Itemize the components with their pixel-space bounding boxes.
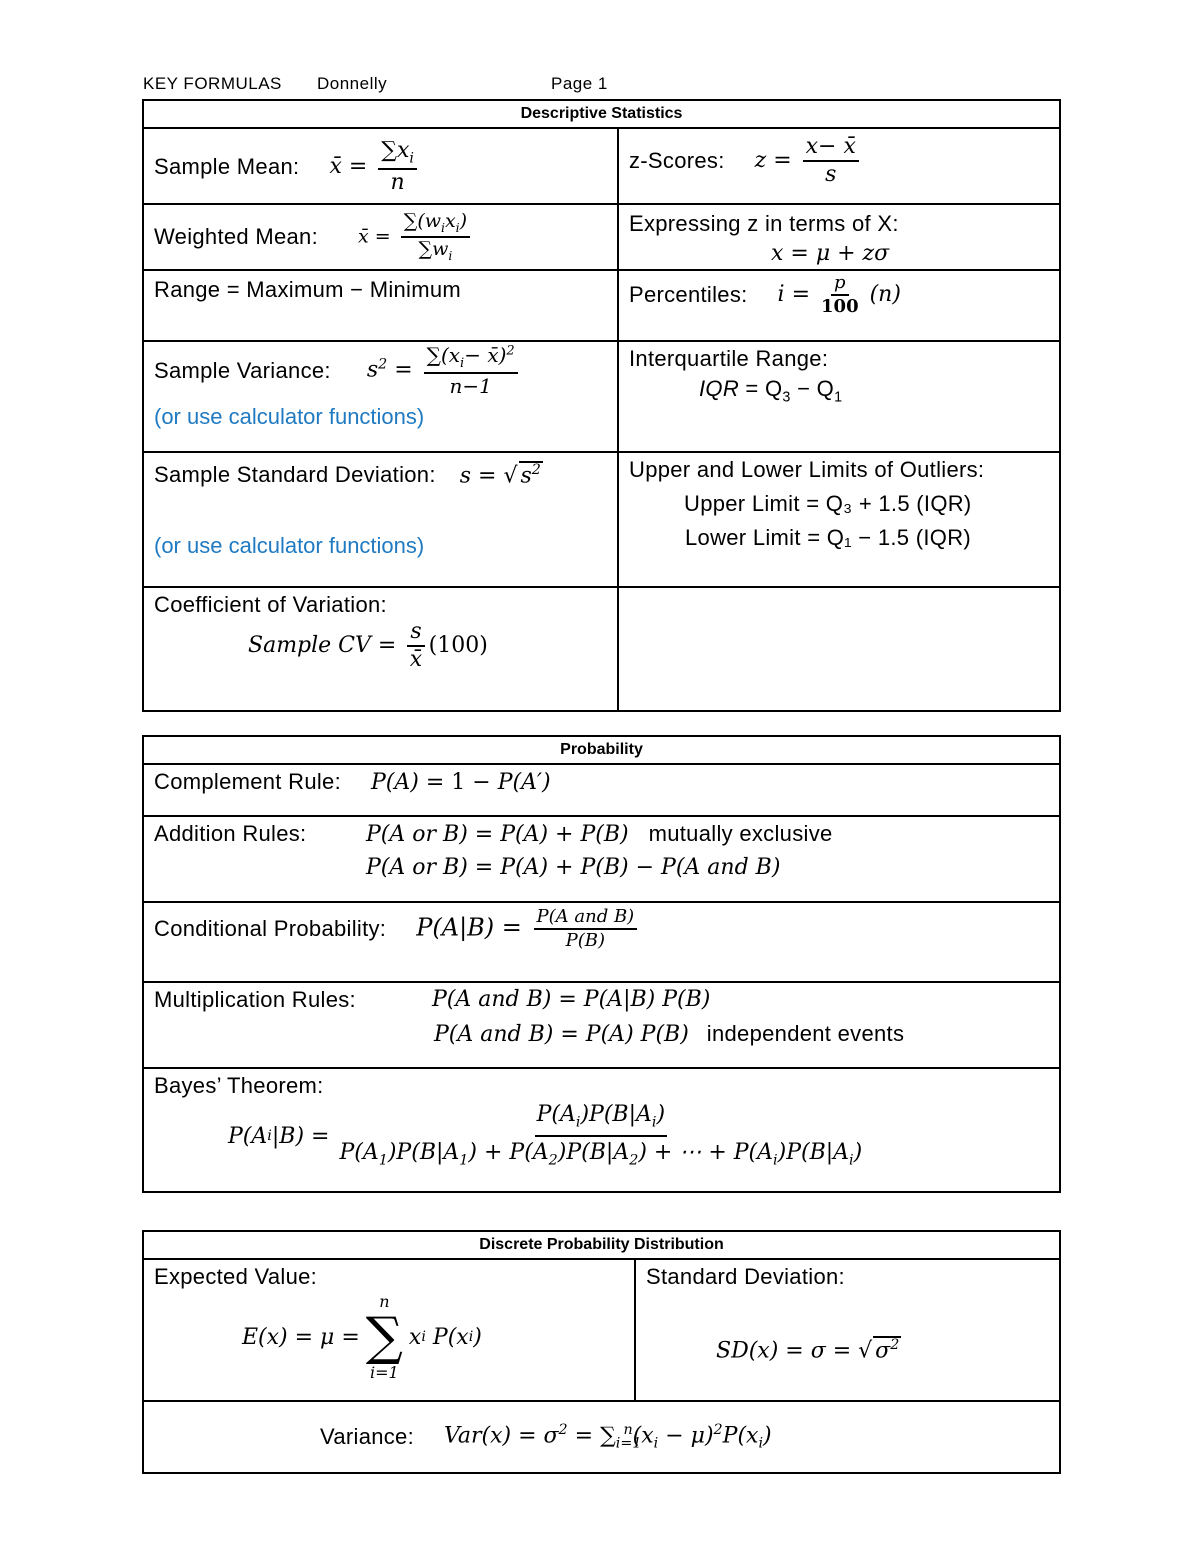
standard-deviation-formula: SD(x) = σ = √ $\sigma^2$ (716, 1337, 900, 1364)
iqr-formula: IQR = $Q_3 - Q_1$ (699, 376, 843, 406)
bayes-cell (143, 1068, 1060, 1192)
mutually-exclusive-note: mutually exclusive (648, 821, 833, 846)
addition-formula-2: P(A or B) = P(A) + P(B) − P(A and B) (366, 855, 781, 880)
zscores-cell (618, 128, 1060, 204)
sample-sd-cell (143, 452, 618, 587)
sample-variance-label: Sample Variance: (154, 357, 331, 383)
complement-cell (143, 764, 1060, 816)
bayes-formula: P(A i |B) = $\frac{P(A_i)P(B|A_i)}{P(A_1)P(B|A_1) + P(A_2)P(B|A_2) + \cdots + P(A_i)P(B|A_i)}$ (228, 1102, 863, 1169)
multiplication-cell (143, 982, 1060, 1068)
variance-formula: $Var(x) = \sigma^2 = \sum_{i=1}^n(x_i - \mu)^2P(x_i)$ (444, 1422, 772, 1452)
expected-value-cell (143, 1259, 635, 1401)
iqr-label: Interquartile Range: (629, 346, 829, 371)
percentiles-formula: i = $\frac{p}{100}$ (n) (777, 272, 901, 317)
sample-variance-cell (143, 341, 618, 452)
addition-cell (143, 816, 1060, 902)
probability-title: Probability (143, 736, 1060, 764)
percentiles-cell (618, 270, 1060, 341)
upper-limit: Upper Limit = Q₃ + 1.5 (IQR) (684, 491, 972, 516)
lower-limit: Lower Limit = Q₁ − 1.5 (IQR) (685, 525, 972, 550)
header-author: Donnelly (317, 74, 388, 93)
expected-value-label: Expected Value: (154, 1264, 318, 1289)
conditional-label: Conditional Probability: (154, 915, 387, 941)
bayes-label: Bayes’ Theorem: (154, 1073, 324, 1098)
header-title: KEY FORMULAS (143, 74, 282, 93)
expressing-z-cell (618, 204, 1060, 270)
expressing-z-label: Expressing z in terms of X: (629, 211, 899, 236)
sample-sd-formula: s = √ $s^2$ (459, 462, 541, 489)
header-page: Page 1 (551, 74, 608, 93)
iqr-cell (618, 341, 1060, 452)
variance-calc-note: (or use calculator functions) (154, 404, 425, 429)
percentiles-label: Percentiles: (629, 281, 748, 307)
zscores-label: z-Scores: (629, 148, 725, 174)
variance-label: Variance: (320, 1423, 415, 1449)
expected-value-formula: E(x) = μ = n ∑ i=1 x i P(x i ) (242, 1292, 482, 1382)
cv-label: Coefficient of Variation: (154, 592, 387, 617)
expressing-z-formula: x = μ + zσ (771, 241, 890, 266)
standard-deviation-label: Standard Deviation: (646, 1264, 845, 1289)
multiplication-label: Multiplication Rules: (154, 987, 356, 1012)
sample-sd-label: Sample Standard Deviation: (154, 461, 436, 487)
sample-mean-cell (143, 128, 618, 204)
multiplication-formula-1: P(A and B) = P(A|B) P(B) (432, 987, 711, 1012)
zscore-formula: z = $\frac{x- x̄}{s}$ (755, 135, 863, 187)
multiplication-formula-2: P(A and B) = P(A) P(B) (434, 1021, 689, 1047)
outliers-cell (618, 452, 1060, 587)
cv-cell (143, 587, 618, 711)
range-text: Range = Maximum − Minimum (154, 277, 462, 302)
conditional-formula: P(A|B) = $\frac{\text{P(A and B)}}{P(B)}$ (416, 907, 641, 951)
addition-formula-1: P(A or B) = P(A) + P(B) (366, 821, 629, 847)
outliers-label: Upper and Lower Limits of Outliers: (629, 457, 985, 482)
addition-label: Addition Rules: (154, 821, 307, 846)
sample-mean-label: Sample Mean: (154, 154, 300, 180)
sample-mean-formula: x̄ = $\frac{\sum x_i}{n}$ (329, 139, 421, 195)
cv-formula: Sample CV = $\frac{s}{x̄}$ (100) (248, 619, 488, 673)
probability-table (142, 735, 1061, 1193)
variance-cell (143, 1401, 1060, 1473)
sample-variance-formula: $s^2$ = $\frac{\sum(x_i- x̄)^2}{n-1}$ (367, 344, 522, 397)
weighted-mean-formula: x̄ = $\frac{\sum(w_ix_i)}{\sum w_i}$ (358, 211, 474, 264)
weighted-mean-label: Weighted Mean: (154, 224, 319, 250)
weighted-mean-cell (143, 204, 618, 270)
empty-cell (618, 587, 1060, 711)
complement-label: Complement Rule: (154, 769, 341, 794)
range-cell (143, 270, 618, 341)
independent-events-note: independent events (706, 1021, 905, 1046)
standard-deviation-cell (635, 1259, 1060, 1401)
conditional-cell (143, 902, 1060, 982)
descriptive-statistics-table (142, 99, 1061, 712)
discrete-title: Discrete Probability Distribution (143, 1231, 1060, 1259)
descriptive-title: Descriptive Statistics (143, 100, 1060, 128)
complement-formula: P(A) = 1 − P(A′) (371, 769, 551, 795)
sd-calc-note: (or use calculator functions) (154, 533, 425, 558)
discrete-distribution-table (142, 1230, 1061, 1474)
